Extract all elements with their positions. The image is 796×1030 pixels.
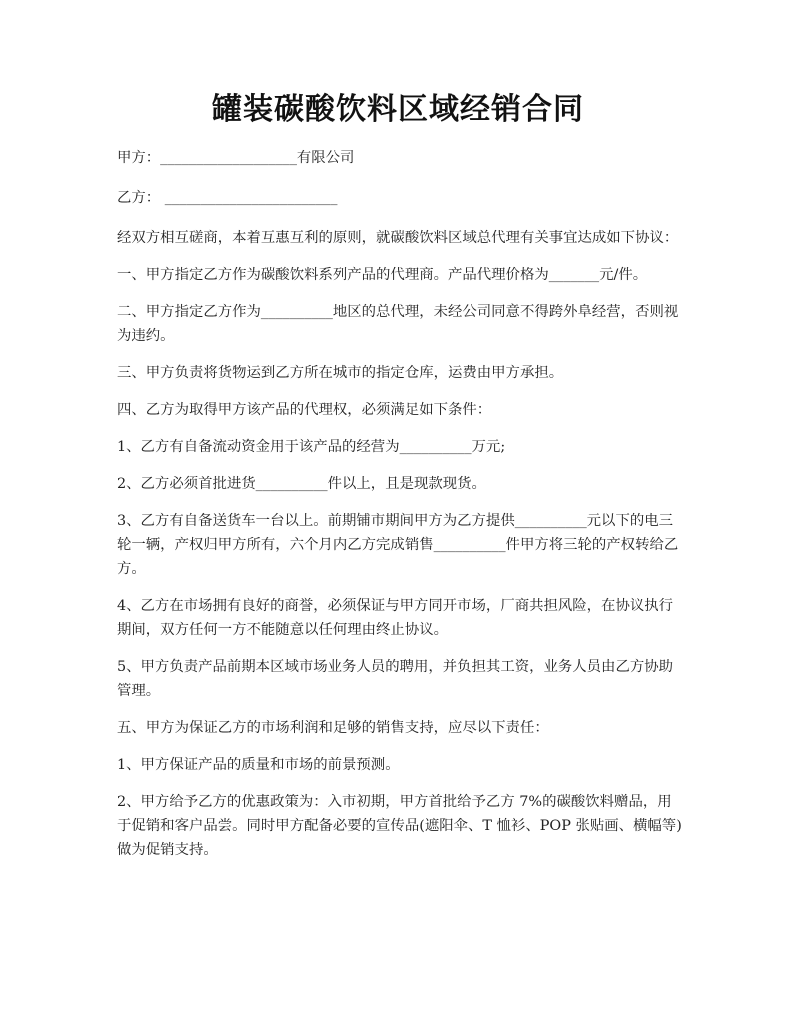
- document-title: 罐装碳酸饮料区域经销合同: [212, 92, 584, 127]
- party-b-line: 乙方： ________________________: [117, 190, 338, 206]
- clause-4-heading: 四、乙方为取得甲方该产品的代理权，必须满足如下条件：: [117, 402, 492, 418]
- clause-2: 二、甲方指定乙方作为__________地区的总代理，未经公司同意不得跨外阜经营，否则视为违约。: [117, 304, 679, 344]
- condition-3: 3、乙方有自备送货车一台以上。前期铺市期间甲方为乙方提供__________元以下的电三轮一辆，产权归甲方所有，六个月内乙方完成销售__________件甲方将三轮的产权转给乙方。: [117, 513, 679, 577]
- condition-2: 2、乙方必须首批进货__________件以上，且是现款现货。: [117, 476, 486, 492]
- clause-1: 一、甲方指定乙方作为碳酸饮料系列产品的代理商。产品代理价格为_______元/件。: [117, 267, 648, 283]
- condition-5: 5、甲方负责产品前期本区域市场业务人员的聘用，并负担其工资，业务人员由乙方协助管理。: [117, 659, 674, 699]
- condition-1: 1、乙方有自备流动资金用于该产品的经营为__________万元;: [117, 439, 506, 455]
- preamble-paragraph: 经双方相互磋商，本着互惠互利的原则，就碳酸饮料区域总代理有关事宜达成如下协议：: [117, 230, 679, 246]
- document-body: [117, 146, 682, 875]
- condition-4: 4、乙方在市场拥有良好的商誉，必须保证与甲方同开市场，厂商共担风险，在协议执行期间，双方任何一方不能随意以任何理由终止协议。: [117, 598, 674, 638]
- clause-3: 三、甲方负责将货物运到乙方所在城市的指定仓库，运费由甲方承担。: [117, 365, 564, 381]
- responsibility-2: 2、甲方给予乙方的优惠政策为：入市初期，甲方首批给予乙方 7%的碳酸饮料赠品，用于促销和客户品尝。同时甲方配备必要的宣传品(遮阳伞、T 恤衫、POP 张贴画、横幅等)做为促销支持。: [117, 794, 682, 858]
- responsibility-1: 1、甲方保证产品的质量和市场的前景预测。: [117, 757, 400, 773]
- party-a-line: 甲方：___________________有限公司: [117, 150, 355, 166]
- clause-5-heading: 五、甲方为保证乙方的市场利润和足够的销售支持，应尽以下责任：: [117, 720, 549, 736]
